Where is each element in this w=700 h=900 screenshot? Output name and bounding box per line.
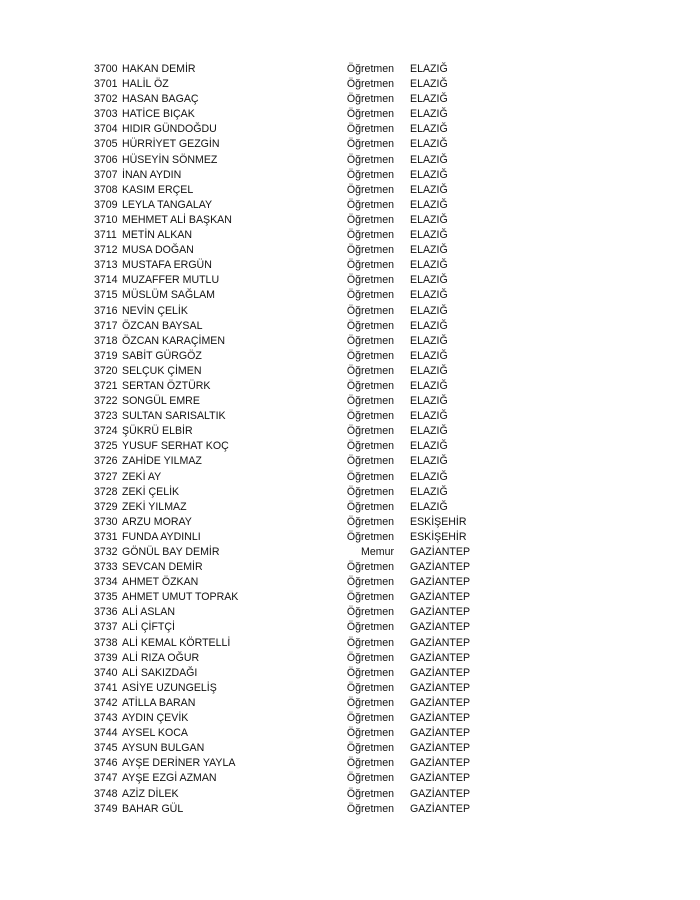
list-row [94, 605, 514, 620]
list-row [94, 515, 514, 530]
city-name: ELAZIĞ [410, 198, 448, 211]
job-title: Öğretmen [346, 153, 394, 166]
row-number: 3725 [94, 440, 118, 453]
row-number: 3716 [94, 304, 118, 317]
job-title: Öğretmen [346, 561, 394, 574]
list-row [94, 560, 514, 575]
city-name: GAZİANTEP [410, 561, 471, 574]
job-title: Öğretmen [346, 274, 394, 287]
list-row [94, 288, 514, 303]
person-name: SULTAN SARISALTIK [122, 410, 226, 423]
job-title: Öğretmen [346, 63, 394, 75]
row-number: 3706 [94, 153, 118, 166]
city-name: ELAZIĞ [410, 274, 448, 287]
city-name: ELAZIĞ [410, 425, 448, 438]
row-number: 3703 [94, 108, 118, 121]
row-number: 3740 [94, 666, 118, 679]
job-title: Öğretmen [346, 395, 394, 408]
person-name: AHMET ÖZKAN [122, 576, 199, 589]
list-row [94, 711, 514, 726]
row-number: 3719 [94, 349, 118, 362]
row-number: 3718 [94, 334, 118, 347]
job-title: Öğretmen [346, 334, 394, 347]
row-number: 3707 [94, 168, 118, 181]
row-number: 3732 [94, 546, 118, 558]
person-name: LEYLA TANGALAY [122, 198, 213, 211]
city-name: ELAZIĞ [410, 168, 448, 181]
person-name: ALİ SAKIZDAĞI [122, 666, 198, 679]
job-title: Öğretmen [346, 485, 394, 498]
row-number: 3729 [94, 500, 118, 513]
row-number: 3704 [94, 123, 118, 136]
job-title: Öğretmen [346, 168, 394, 181]
city-name: ELAZIĞ [410, 153, 448, 166]
list-row [94, 394, 514, 409]
city-name: ELAZIĞ [410, 455, 448, 468]
list-row [94, 168, 514, 183]
row-number: 3712 [94, 244, 118, 257]
person-name: ALİ RIZA OĞUR [122, 651, 200, 664]
city-name: ELAZIĞ [410, 138, 448, 151]
city-name: ELAZIĞ [410, 93, 448, 106]
list-row [94, 651, 514, 666]
list-row [94, 183, 514, 198]
job-title: Öğretmen [346, 696, 394, 709]
list-row [94, 590, 514, 605]
list-row [94, 349, 514, 364]
city-name: ESKİŞEHİR [410, 515, 467, 528]
person-name: AZİZ DİLEK [122, 787, 179, 800]
list-row [94, 681, 514, 696]
city-name: ELAZIĞ [410, 63, 448, 75]
city-name: ELAZIĞ [410, 364, 448, 377]
person-name: KASIM ERÇEL [122, 183, 194, 196]
person-name: SABİT GÜRGÖZ [122, 349, 202, 362]
person-name: SELÇUK ÇİMEN [122, 364, 202, 377]
job-title: Öğretmen [346, 606, 394, 619]
list-row [94, 620, 514, 635]
list-row [94, 424, 514, 439]
job-title: Öğretmen [346, 470, 394, 483]
job-title: Öğretmen [346, 636, 394, 649]
row-number: 3722 [94, 395, 118, 408]
list-row [94, 198, 514, 213]
person-name: SONGÜL EMRE [122, 395, 200, 408]
job-title: Memur [361, 546, 394, 558]
person-name: ÖZCAN KARAÇİMEN [122, 334, 226, 347]
row-number: 3717 [94, 319, 118, 332]
list-row [94, 575, 514, 590]
person-name: HÜSEYİN SÖNMEZ [122, 153, 218, 166]
list-row [94, 636, 514, 651]
row-number: 3710 [94, 213, 118, 226]
row-number: 3708 [94, 183, 118, 196]
job-title: Öğretmen [346, 772, 394, 785]
job-title: Öğretmen [346, 108, 394, 121]
city-name: GAZİANTEP [410, 742, 471, 755]
city-name: ELAZIĞ [410, 440, 448, 453]
person-name: HAKAN DEMİR [122, 63, 196, 75]
person-name: AYŞE EZGİ AZMAN [122, 772, 217, 785]
list-row [94, 122, 514, 137]
person-name: ARZU MORAY [122, 515, 192, 528]
row-number: 3734 [94, 576, 118, 589]
list-row [94, 439, 514, 454]
row-number: 3727 [94, 470, 118, 483]
job-title: Öğretmen [346, 530, 394, 543]
person-name: İNAN AYDIN [122, 168, 182, 181]
job-title: Öğretmen [346, 198, 394, 211]
job-title: Öğretmen [346, 138, 394, 151]
row-number: 3728 [94, 485, 118, 498]
person-name: HIDIR GÜNDOĞDU [122, 123, 217, 136]
list-row [94, 304, 514, 319]
city-name: GAZİANTEP [410, 666, 471, 679]
row-number: 3714 [94, 274, 118, 287]
job-title: Öğretmen [346, 757, 394, 770]
list-row [94, 802, 514, 817]
row-number: 3711 [94, 229, 117, 242]
job-title: Öğretmen [346, 455, 394, 468]
person-name: FUNDA AYDINLI [122, 530, 201, 543]
job-title: Öğretmen [346, 229, 394, 242]
row-number: 3701 [94, 78, 118, 91]
job-title: Öğretmen [346, 515, 394, 528]
list-row [94, 153, 514, 168]
city-name: ELAZIĞ [410, 379, 448, 392]
person-name: BAHAR GÜL [122, 802, 184, 815]
row-number: 3724 [94, 425, 118, 438]
row-number: 3731 [94, 530, 118, 543]
person-name: AYDIN ÇEVİK [122, 712, 189, 725]
city-name: ELAZIĞ [410, 123, 448, 136]
row-number: 3737 [94, 621, 118, 634]
list-row [94, 485, 514, 500]
city-name: ELAZIĞ [410, 229, 448, 242]
list-row [94, 273, 514, 288]
person-name: HASAN BAGAÇ [122, 93, 199, 106]
person-name: AHMET UMUT TOPRAK [122, 591, 239, 604]
city-name: ELAZIĞ [410, 349, 448, 362]
list-row [94, 77, 514, 92]
job-title: Öğretmen [346, 319, 394, 332]
city-name: GAZİANTEP [410, 591, 471, 604]
city-name: ELAZIĞ [410, 500, 448, 513]
list-row [94, 213, 514, 228]
row-number: 3749 [94, 802, 118, 815]
list-row [94, 666, 514, 681]
person-name: YUSUF SERHAT KOÇ [122, 440, 229, 453]
job-title: Öğretmen [346, 349, 394, 362]
job-title: Öğretmen [346, 500, 394, 513]
city-name: ELAZIĞ [410, 259, 448, 272]
row-number: 3735 [94, 591, 118, 604]
list-row [94, 258, 514, 273]
job-title: Öğretmen [346, 425, 394, 438]
list-row [94, 334, 514, 349]
job-title: Öğretmen [346, 712, 394, 725]
city-name: GAZİANTEP [410, 712, 471, 725]
row-number: 3745 [94, 742, 118, 755]
person-name: AYŞE DERİNER YAYLA [122, 757, 236, 770]
list-row [94, 409, 514, 424]
city-name: ELAZIĞ [410, 289, 448, 302]
person-name: ALİ ASLAN [122, 606, 175, 619]
person-name: ASİYE UZUNGELİŞ [122, 681, 217, 694]
job-title: Öğretmen [346, 364, 394, 377]
person-name: HATİCE BIÇAK [122, 108, 195, 121]
job-title: Öğretmen [346, 259, 394, 272]
city-name: GAZİANTEP [410, 757, 471, 770]
list-row [94, 470, 514, 485]
job-title: Öğretmen [346, 183, 394, 196]
row-number: 3748 [94, 787, 118, 800]
person-name: SERTAN ÖZTÜRK [122, 379, 211, 392]
row-number: 3741 [94, 681, 118, 694]
person-name: ÖZCAN BAYSAL [122, 319, 203, 332]
person-name: MUSA DOĞAN [122, 244, 194, 257]
list-row [94, 62, 514, 77]
job-title: Öğretmen [346, 742, 394, 755]
city-name: ELAZIĞ [410, 470, 448, 483]
person-name: MUZAFFER MUTLU [122, 274, 220, 287]
city-name: ESKİŞEHİR [410, 530, 467, 543]
row-number: 3705 [94, 138, 118, 151]
city-name: GAZİANTEP [410, 636, 471, 649]
list-row [94, 771, 514, 786]
city-name: ELAZIĞ [410, 108, 448, 121]
person-name: AYSUN BULGAN [122, 742, 205, 755]
job-title: Öğretmen [346, 802, 394, 815]
city-name: ELAZIĞ [410, 410, 448, 423]
list-row [94, 319, 514, 334]
job-title: Öğretmen [346, 651, 394, 664]
job-title: Öğretmen [346, 787, 394, 800]
city-name: ELAZIĞ [410, 319, 448, 332]
row-number: 3723 [94, 410, 118, 423]
person-name: MUSTAFA ERGÜN [122, 259, 212, 272]
list-row [94, 726, 514, 741]
city-name: GAZİANTEP [410, 802, 471, 815]
city-name: GAZİANTEP [410, 681, 471, 694]
job-title: Öğretmen [346, 213, 394, 226]
job-title: Öğretmen [346, 304, 394, 317]
job-title: Öğretmen [346, 440, 394, 453]
job-title: Öğretmen [346, 379, 394, 392]
city-name: GAZİANTEP [410, 787, 471, 800]
row-number: 3738 [94, 636, 118, 649]
job-title: Öğretmen [346, 666, 394, 679]
list-row [94, 500, 514, 515]
list-row [94, 92, 514, 107]
job-title: Öğretmen [346, 576, 394, 589]
city-name: GAZİANTEP [410, 621, 471, 634]
city-name: ELAZIĞ [410, 485, 448, 498]
list-row [94, 545, 514, 560]
row-number: 3744 [94, 727, 118, 740]
list-row [94, 137, 514, 152]
city-name: GAZİANTEP [410, 651, 471, 664]
city-name: GAZİANTEP [410, 546, 471, 558]
city-name: GAZİANTEP [410, 696, 471, 709]
person-name: GÖNÜL BAY DEMİR [122, 546, 220, 558]
city-name: ELAZIĞ [410, 244, 448, 257]
row-number: 3743 [94, 712, 118, 725]
person-name: ZEKİ YILMAZ [122, 500, 187, 513]
person-name: ALİ ÇİFTÇİ [122, 621, 175, 634]
city-name: GAZİANTEP [410, 576, 471, 589]
person-name: AYSEL KOCA [122, 727, 188, 740]
city-name: ELAZIĞ [410, 213, 448, 226]
person-name: ZAHİDE YILMAZ [122, 455, 202, 468]
list-row [94, 364, 514, 379]
person-name: HALİL ÖZ [122, 78, 169, 91]
list-row [94, 696, 514, 711]
list-row [94, 107, 514, 122]
city-name: GAZİANTEP [410, 727, 471, 740]
row-number: 3736 [94, 606, 118, 619]
row-number: 3713 [94, 259, 118, 272]
job-title: Öğretmen [346, 78, 394, 91]
person-name: MÜSLÜM SAĞLAM [122, 289, 216, 302]
list-row [94, 243, 514, 258]
job-title: Öğretmen [346, 621, 394, 634]
city-name: ELAZIĞ [410, 183, 448, 196]
list-row [94, 787, 514, 802]
person-name: METİN ALKAN [122, 229, 193, 242]
row-number: 3730 [94, 515, 118, 528]
row-number: 3739 [94, 651, 118, 664]
city-name: ELAZIĞ [410, 304, 448, 317]
person-name: ATİLLA BARAN [122, 696, 196, 709]
job-title: Öğretmen [346, 681, 394, 694]
list-row [94, 228, 514, 243]
person-name: ZEKİ ÇELİK [122, 485, 180, 498]
row-number: 3709 [94, 198, 118, 211]
person-name: MEHMET ALİ BAŞKAN [122, 213, 232, 226]
list-row [94, 756, 514, 771]
row-number: 3702 [94, 93, 118, 106]
personnel-list [94, 62, 514, 817]
row-number: 3720 [94, 364, 118, 377]
job-title: Öğretmen [346, 591, 394, 604]
list-row [94, 454, 514, 469]
job-title: Öğretmen [346, 410, 394, 423]
city-name: ELAZIĞ [410, 395, 448, 408]
person-name: ALİ KEMAL KÖRTELLİ [122, 636, 231, 649]
person-name: ŞÜKRÜ ELBİR [122, 425, 193, 438]
row-number: 3721 [94, 379, 118, 392]
job-title: Öğretmen [346, 289, 394, 302]
city-name: GAZİANTEP [410, 772, 471, 785]
list-row [94, 379, 514, 394]
city-name: ELAZIĞ [410, 334, 448, 347]
job-title: Öğretmen [346, 244, 394, 257]
person-name: HÜRRİYET GEZGİN [122, 138, 220, 151]
job-title: Öğretmen [346, 93, 394, 106]
person-name: SEVCAN DEMİR [122, 561, 203, 574]
job-title: Öğretmen [346, 123, 394, 136]
row-number: 3742 [94, 696, 118, 709]
row-number: 3733 [94, 561, 118, 574]
city-name: ELAZIĞ [410, 78, 448, 91]
list-row [94, 530, 514, 545]
person-name: ZEKİ AY [122, 470, 162, 483]
person-name: NEVİN ÇELİK [122, 304, 188, 317]
city-name: GAZİANTEP [410, 606, 471, 619]
row-number: 3715 [94, 289, 118, 302]
row-number: 3747 [94, 772, 118, 785]
list-row [94, 741, 514, 756]
row-number: 3700 [94, 63, 118, 75]
job-title: Öğretmen [346, 727, 394, 740]
row-number: 3726 [94, 455, 118, 468]
row-number: 3746 [94, 757, 118, 770]
